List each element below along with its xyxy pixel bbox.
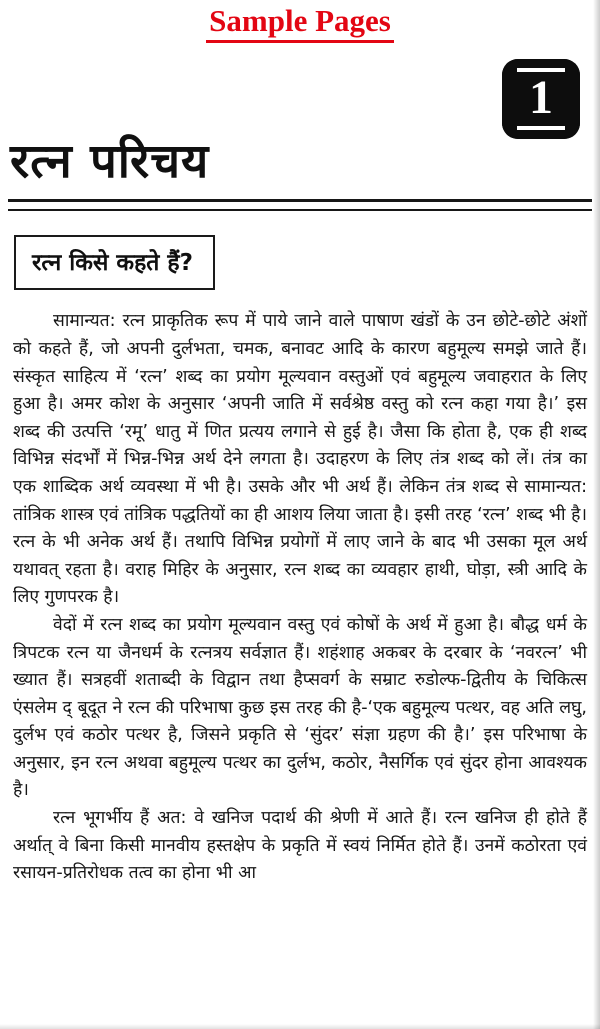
- divider-line-top: [8, 199, 592, 202]
- sample-pages-label: Sample Pages: [206, 3, 394, 43]
- paragraph-2: वेदों में रत्न शब्द का प्रयोग मूल्यवान वस्तु एवं कोषों के अर्थ में हुआ है। बौद्ध धर्म के त्रिपटक रत्न या जैनधर्म के रत्नत्रय सर्वज्ञात हैं। शहंशाह अकबर के दरबार के ‘नवरत्न’ भी ख्यात हैं। सत्रहवीं शताब्दी के विद्वान तथा हैप्सवर्ग के सम्राट रुडोल्फ-द्वितीय के चिकित्स एंसलेम द् बूदूत ने रत्न की परिभाषा कुछ इस तरह की है-‘एक बहुमूल्य पत्थर, वह अति लघु, दुर्लभ एवं कठोर पत्थर है, जिसने प्रकृति से ‘सुंदर’ संज्ञा ग्रहण की है।’ इस परिभाषा के अनुसार, इन रत्न अथवा बहुमूल्य पत्थर का दुर्लभ, कठोर, नैसर्गिक एवं सुंदर होना आवश्यक है।: [13, 614, 587, 801]
- chapter-title: रत्न परिचय: [10, 133, 210, 189]
- paragraph-1: सामान्यत: रत्न प्राकृतिक रूप में पाये जाने वाले पाषाण खंडों के उन छोटे-छोटे अंशों को कहते हैं, जो अपनी दुर्लभता, चमक, बनावट आदि के कारण बहुमूल्य समझे जाते हैं। संस्कृत साहित्य में ‘रत्न’ शब्द का प्रयोग मूल्यवान वस्तुओं एवं बहुमूल्य जवाहरात के लिए हुआ है। अमर कोश के अनुसार ‘अपनी जाति में सर्वश्रेष्ठ वस्तु को रत्न कहा गया है।’ इस शब्द की उत्पत्ति ‘रमू’ धातु में णित प्रत्यय लगाने से हुई है। जैसा कि होता है, एक ही शब्द विभिन्न संदर्भों में भिन्न-भिन्न अर्थ देने लगता है। उदाहरण के लिए तंत्र शब्द को लें। तंत्र का एक शाब्दिक अर्थ व्यवस्था में भी है। उसके और भी अर्थ हैं। लेकिन तंत्र शब्द से सामान्यत: तांत्रिक शास्त्र एवं तांत्रिक पद्धतियों का ही आशय लिया जाता है। इसी तरह ‘रत्न’ शब्द भी है। रत्न के भी अनेक अर्थ हैं। तथापि विभिन्न प्रयोगों में लाए जाने के बाद भी उसका मूल अर्थ यथावत् रहता है। वराह मिहिर के अनुसार, रत्न शब्द का व्यवहार हाथी, घोड़ा, स्त्री आदि के लिए गुणपरक है।: [13, 311, 587, 608]
- scan-edge-shadow-bottom: [0, 1024, 600, 1029]
- chapter-number-badge: [502, 59, 580, 139]
- section-heading: रत्न किसे कहते हैं?: [32, 250, 193, 277]
- sample-pages-header: [0, 0, 600, 43]
- chapter-body: [13, 308, 587, 887]
- divider-line-bottom: [8, 209, 592, 211]
- title-divider: [8, 199, 592, 211]
- section-heading-box: [14, 235, 215, 290]
- paragraph-3: रत्न भूगर्भीय हैं अत: वे खनिज पदार्थ की श्रेणी में आते हैं। रत्न खनिज ही होते हैं अर्थात् वे बिना किसी मानवीय हस्तक्षेप के प्रकृति में स्वयं निर्मित होते हैं। उनमें कठोरता एवं रसायन-प्रतिरोधक तत्व का होना भी आ: [13, 808, 587, 884]
- chapter-number: 1: [517, 68, 565, 130]
